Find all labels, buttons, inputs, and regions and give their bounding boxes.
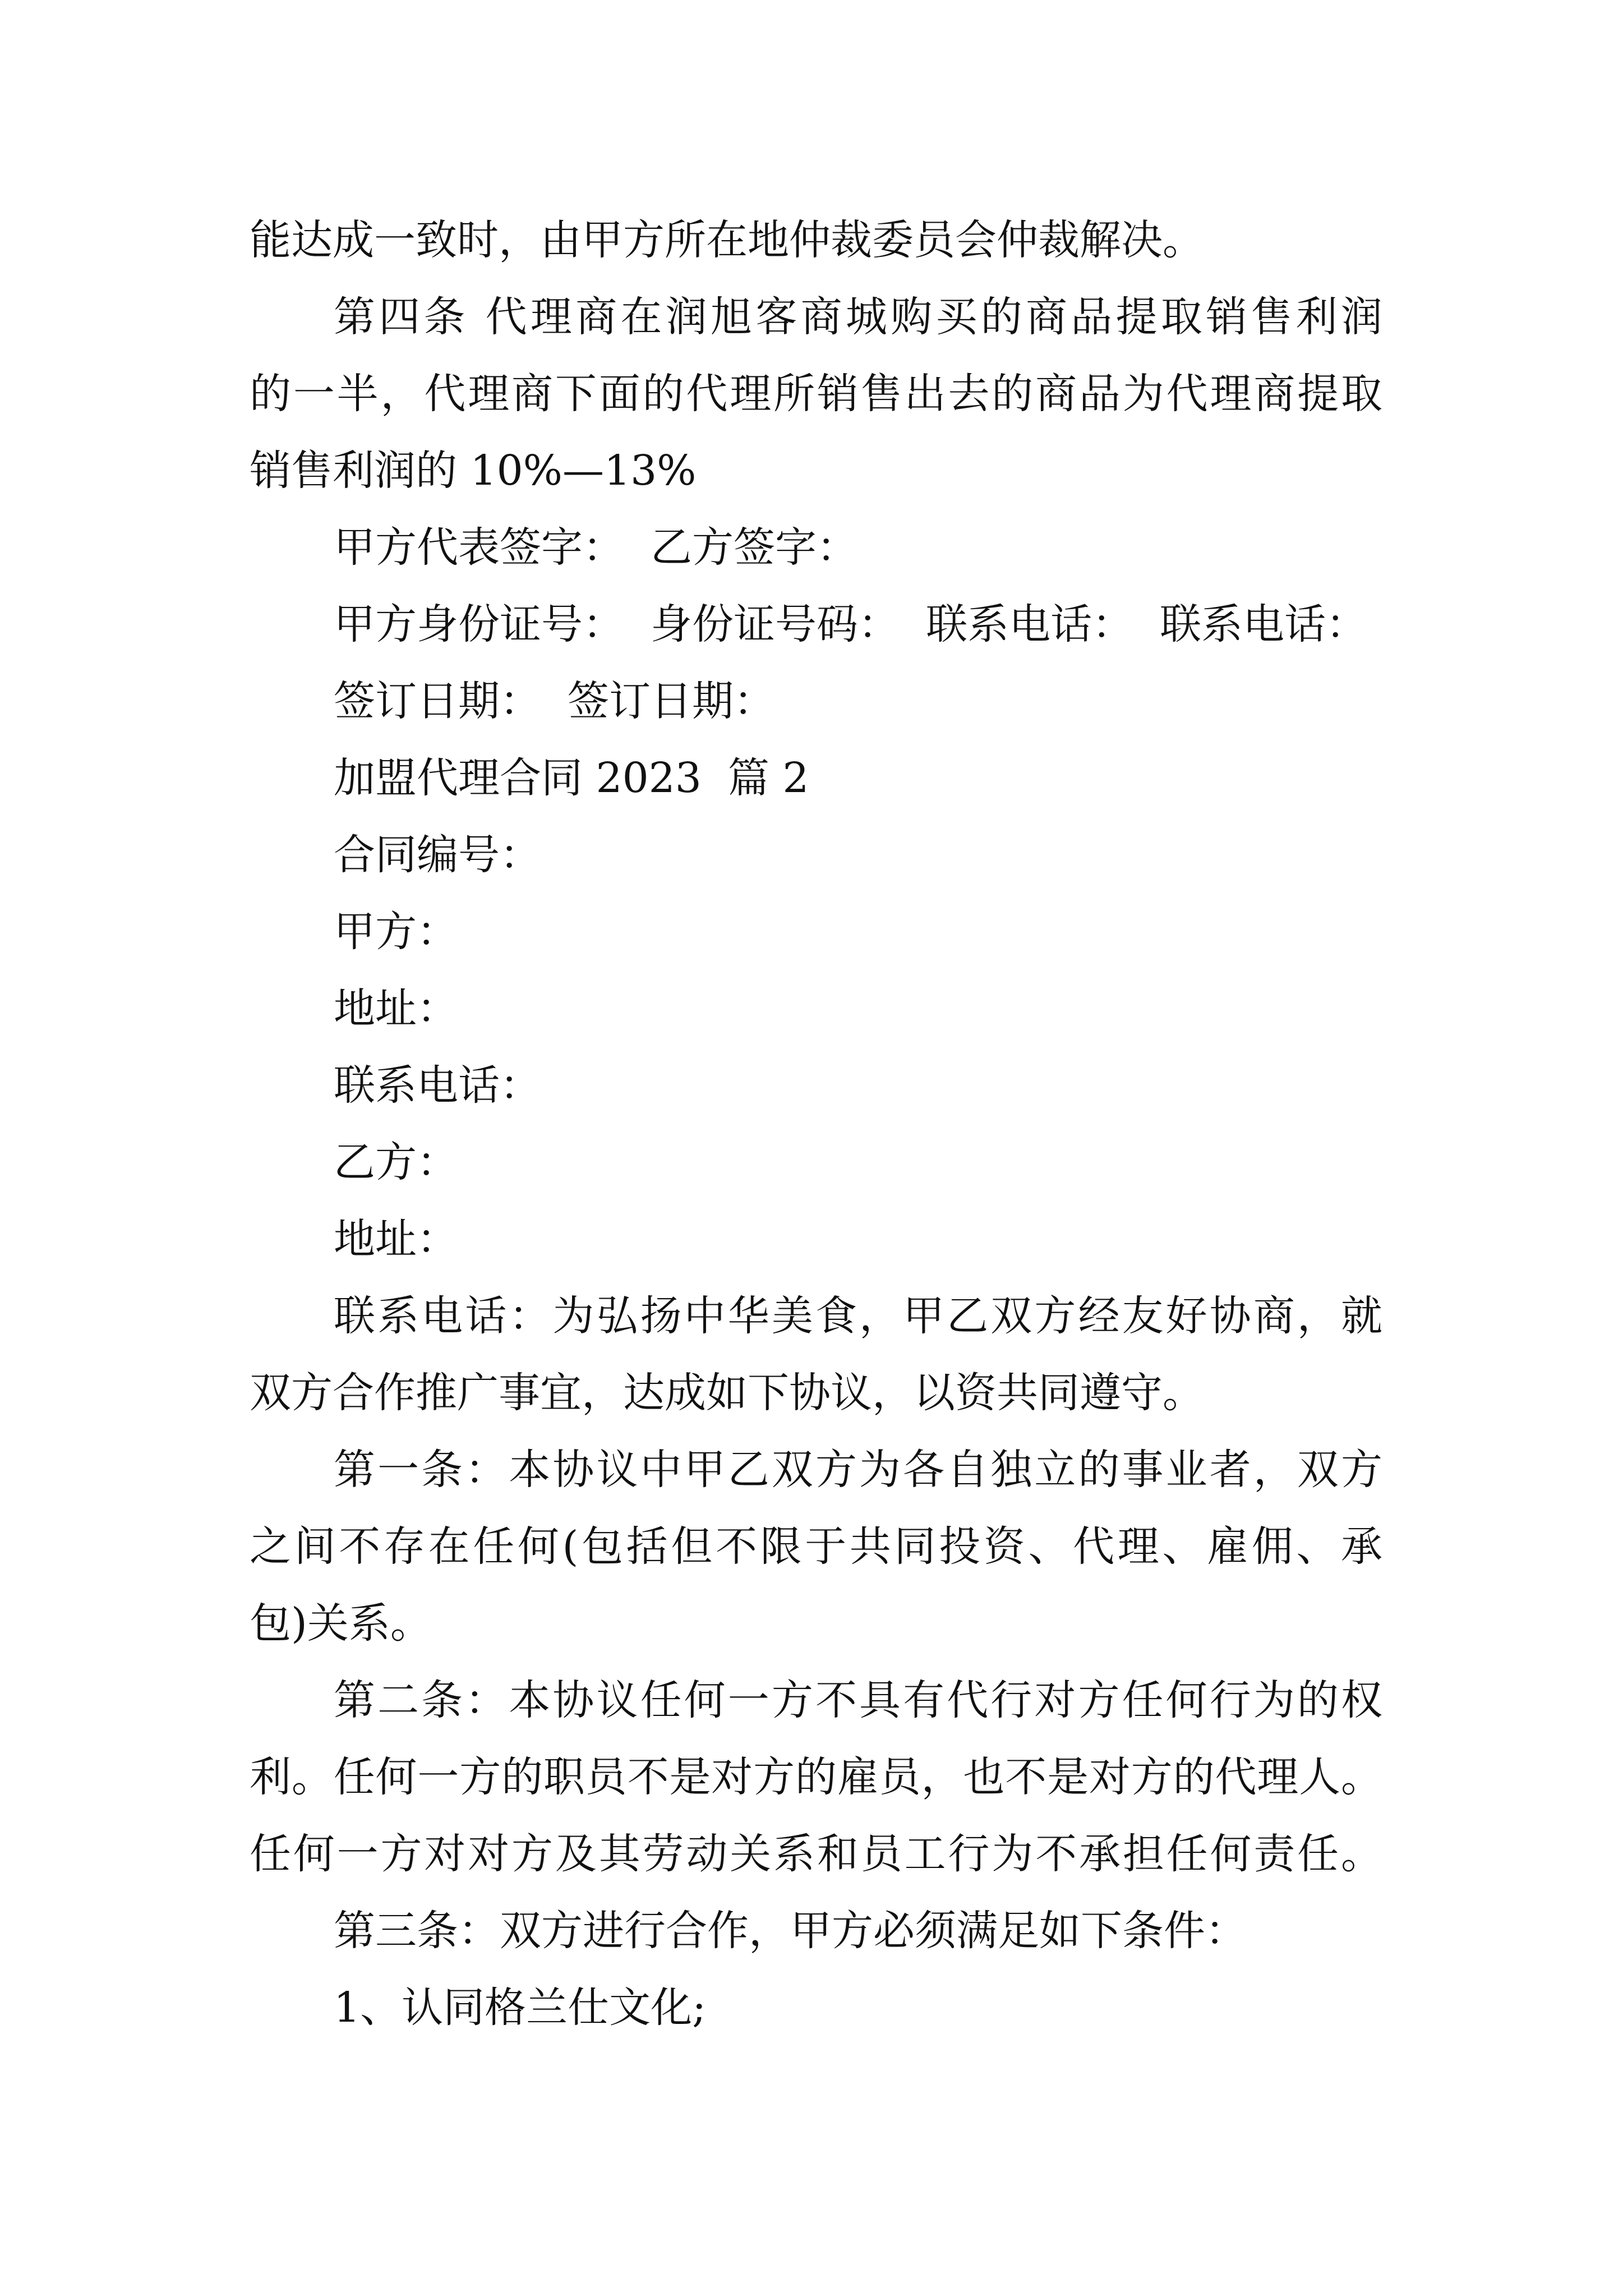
text-line: 签订日期： 签订日期： bbox=[334, 677, 776, 725]
document-body bbox=[250, 202, 1382, 2046]
text-line: 的一半，代理商下面的代理所销售出去的商品为代理商提取 bbox=[250, 370, 1382, 418]
text-line: 联系电话： bbox=[334, 1061, 541, 1110]
text-line: 第四条 代理商在润旭客商城购买的商品提取销售利润 bbox=[334, 293, 1382, 341]
text-line: 地址： bbox=[334, 1215, 458, 1263]
text-line: 能达成一致时，由甲方所在地仲裁委员会仲裁解决。 bbox=[250, 216, 1204, 264]
text-line: 甲方代表签字： 乙方签字： bbox=[334, 523, 859, 572]
text-line: 合同编号： bbox=[334, 831, 541, 879]
text-line: 第三条：双方进行合作，甲方必须满足如下条件： bbox=[334, 1907, 1247, 1955]
text-line: 利。任何一方的职员不是对方的雇员，也不是对方的代理人。 bbox=[250, 1753, 1382, 1801]
text-line: 双方合作推广事宜，达成如下协议，以资共同遵守。 bbox=[250, 1369, 1204, 1417]
text-line: 第二条：本协议任何一方不具有代行对方任何行为的权 bbox=[334, 1676, 1382, 1724]
text-line: 乙方： bbox=[334, 1138, 458, 1186]
text-line: 销售利润的 10%—13% bbox=[250, 447, 697, 495]
text-line: 包)关系。 bbox=[250, 1599, 432, 1648]
text-line: 之间不存在任何(包括但不限于共同投资、代理、雇佣、承 bbox=[250, 1522, 1382, 1571]
text-line: 第一条：本协议中甲乙双方为各自独立的事业者，双方 bbox=[334, 1446, 1382, 1494]
text-line: 甲方： bbox=[334, 908, 458, 956]
text-line: 地址： bbox=[334, 984, 458, 1033]
text-line: 任何一方对对方及其劳动关系和员工行为不承担任何责任。 bbox=[250, 1830, 1382, 1878]
list-item: 1、认同格兰仕文化; bbox=[334, 1984, 707, 2032]
section-heading: 加盟代理合同 2023 篇 2 bbox=[334, 754, 809, 802]
text-line: 联系电话：为弘扬中华美食，甲乙双方经友好协商，就 bbox=[334, 1292, 1382, 1340]
text-line: 甲方身份证号： 身份证号码： 联系电话： 联系电话： bbox=[334, 600, 1368, 648]
